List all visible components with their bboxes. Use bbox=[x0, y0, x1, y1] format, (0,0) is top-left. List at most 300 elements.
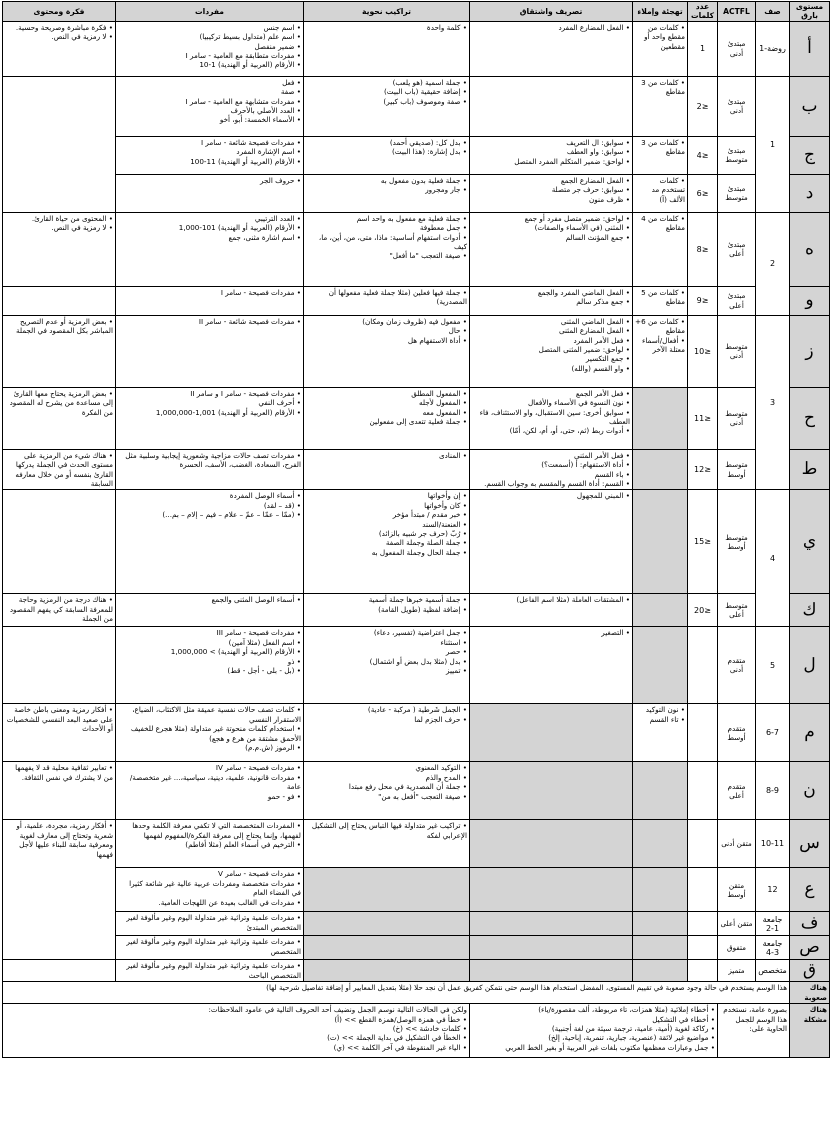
list-item: • تراكيب غير متداولة فيها التباس يحتاج إلى التشكيل الإعرابي لفكه bbox=[306, 821, 467, 840]
syntax-list bbox=[306, 491, 467, 557]
header-row bbox=[3, 2, 830, 22]
list-item: • مفردات علمية وتراثية غير متداولة اليوم وغير مألوفة لغير المتخصص المبتدئ bbox=[118, 913, 301, 932]
syntax-cell bbox=[304, 136, 470, 174]
list-item: • المدح والذم bbox=[306, 773, 467, 782]
list-item: • لواحق: ضمير متصل مفرد أو جمع bbox=[472, 214, 630, 223]
list-item: • فو - حمو bbox=[118, 792, 301, 801]
vocab-cell bbox=[116, 449, 304, 490]
vocab-cell bbox=[116, 76, 304, 136]
syntax-cell bbox=[304, 286, 470, 315]
vocab-cell bbox=[116, 627, 304, 704]
problem-row bbox=[3, 1004, 830, 1058]
list-item: • أسماء الوصل المثنى والجمع bbox=[118, 595, 301, 604]
spelling-cell bbox=[633, 960, 688, 982]
syntax-list bbox=[306, 389, 467, 427]
list-item: • بدل إشارة: (هذا البيت) bbox=[306, 147, 467, 156]
vocab-cell bbox=[116, 315, 304, 387]
word-count-cell: ≤9 bbox=[688, 286, 718, 315]
list-item: • المفردات المتخصصة التي لا تكفي معرفة الكلمة وحدها لفهمها، وإنما يحتاج إلى معرفة الفكرة/المفهوم لفهمها bbox=[118, 821, 301, 840]
word-count-cell: ≤10 bbox=[688, 315, 718, 387]
list-item: • مفردات علمية وتراثية غير متداولة اليوم وغير مألوفة لغير المتخصص الباحث bbox=[118, 961, 301, 980]
content-list bbox=[5, 23, 113, 42]
class-cell: 1 bbox=[756, 76, 790, 212]
list-item: • الأرقام (العربية أو الهندية) > 1,000,000 bbox=[118, 647, 301, 656]
vocab-cell bbox=[116, 21, 304, 76]
vocab-list bbox=[118, 491, 301, 519]
table-row bbox=[3, 936, 830, 960]
morph-list bbox=[472, 288, 630, 307]
spelling-cell bbox=[633, 315, 688, 387]
header-words: عدد كلمات bbox=[688, 2, 718, 22]
syntax-cell bbox=[304, 174, 470, 212]
word-count-cell: ≤8 bbox=[688, 212, 718, 286]
list-item: • فكرة مباشرة وصريحة وحسية. bbox=[5, 23, 113, 32]
list-item: • ظرف منون bbox=[472, 195, 630, 204]
list-item: • سوابق: واو العطف bbox=[472, 147, 630, 156]
list-item: • المنادى bbox=[306, 451, 467, 460]
actfl-cell: متقن أدنى bbox=[718, 820, 756, 868]
list-item: • كلمات من 6+ مقاطع bbox=[635, 317, 685, 336]
list-item: • واو القسم (والله) bbox=[472, 364, 630, 373]
morph-cell bbox=[470, 387, 633, 449]
content-cell bbox=[3, 212, 116, 286]
content-cell bbox=[3, 627, 116, 704]
vocab-list bbox=[118, 138, 301, 166]
list-item: • مفردات فصيحة شائعة - سامر I bbox=[118, 138, 301, 147]
table-row bbox=[3, 387, 830, 449]
content-list bbox=[5, 214, 113, 233]
class-cell: جامعة 1-2 bbox=[756, 912, 790, 936]
level-letter: ح bbox=[790, 387, 830, 449]
table-row bbox=[3, 136, 830, 174]
header-vocab: مفردات bbox=[116, 2, 304, 22]
list-item: • الترخيم في أسماء العلم (مثلا أفاطم) bbox=[118, 840, 301, 849]
list-item: • سوابق: حرف جر متصلة bbox=[472, 185, 630, 194]
list-item: • جمل معطوفة bbox=[306, 223, 467, 232]
morph-list bbox=[472, 628, 630, 637]
list-item: • جملة فعلية تتعدى إلى مفعولين bbox=[306, 417, 467, 426]
spelling-cell bbox=[633, 174, 688, 212]
list-item: • أسماء الوصل المفردة bbox=[118, 491, 301, 500]
vocab-cell bbox=[116, 490, 304, 594]
syntax-cell bbox=[304, 936, 470, 960]
list-item: • مفردات علمية وتراثية غير متداولة اليوم وغير مألوفة لغير المتخصص bbox=[118, 937, 301, 956]
actfl-cell: مبتدئ متوسط bbox=[718, 174, 756, 212]
list-item: • القسم: أداة القسم والمقسم به وجواب القسم. bbox=[472, 479, 630, 488]
syntax-cell bbox=[304, 762, 470, 820]
word-count-cell: ≤20 bbox=[688, 594, 718, 627]
list-item: • المفعول المطلق bbox=[306, 389, 467, 398]
syntax-list bbox=[306, 821, 467, 840]
vocab-list bbox=[118, 705, 301, 752]
problem-item: • أخطاء إملائية (مثلا همزات، تاء مربوطة، ألف مقصورة/ياء) bbox=[472, 1005, 715, 1014]
level-letter: ق bbox=[790, 960, 830, 982]
list-item: • كلمة واحدة bbox=[306, 23, 467, 32]
vocab-cell bbox=[116, 594, 304, 627]
spelling-cell bbox=[633, 627, 688, 704]
vocab-cell bbox=[116, 868, 304, 912]
morph-list bbox=[472, 389, 630, 436]
list-item: • حصر bbox=[306, 647, 467, 656]
word-count-cell bbox=[688, 627, 718, 704]
list-item: • الفعل المضارع المفرد bbox=[472, 23, 630, 32]
list-item: • أدوات استفهام أساسية: ماذا، متى، من، أين، ما، كيف bbox=[306, 233, 467, 252]
header-syntax: تراكيب نحوية bbox=[304, 2, 470, 22]
table-row bbox=[3, 627, 830, 704]
table-body bbox=[3, 21, 830, 982]
problem-item: • ركاكة لغوية (أمية، عامية، ترجمة سيئة من لغة أجنبية) bbox=[472, 1024, 715, 1033]
list-item: • أفكار رمزية، مجردة، علمية، أو شعرية وتحتاج إلى معارف لغوية ومعرفية سابقة للبناء عليها لأجل فهمها bbox=[5, 821, 113, 859]
spelling-cell bbox=[633, 936, 688, 960]
list-item: • المشتقات العاملة (مثلا اسم الفاعل) bbox=[472, 595, 630, 604]
list-item: • جملة اسمية (هو يلعب) bbox=[306, 78, 467, 87]
morph-cell bbox=[470, 868, 633, 912]
list-item: • مفردات فصيحة - سامر I و سامر II bbox=[118, 389, 301, 398]
difficulty-label: هناك صعوبة bbox=[790, 982, 830, 1004]
notes-body bbox=[3, 982, 830, 1058]
list-item: • هناك درجة من الرمزية وحاجة للمعرفة السابقة كي يفهم المقصود من الجملة bbox=[5, 595, 113, 623]
syntax-cell bbox=[304, 212, 470, 286]
actfl-cell: متوسط أوسط bbox=[718, 490, 756, 594]
list-item: • لا رمزية في النص. bbox=[5, 223, 113, 232]
syntax-list bbox=[306, 705, 467, 724]
content-cell bbox=[3, 21, 116, 76]
content-cell bbox=[3, 286, 116, 315]
word-count-cell bbox=[688, 868, 718, 912]
syntax-list bbox=[306, 451, 467, 460]
list-item: • أفعال/أسماء معتلة الآخر bbox=[635, 336, 685, 355]
vocab-list bbox=[118, 23, 301, 70]
list-item: • أفكار رمزية ومعنى باطن خاصة على صعيد البعد النفسي للشخصيات أو الأحداث bbox=[5, 705, 113, 733]
vocab-cell bbox=[116, 936, 304, 960]
class-cell: متخصص bbox=[756, 960, 790, 982]
level-letter: ص bbox=[790, 936, 830, 960]
syntax-cell bbox=[304, 76, 470, 136]
actfl-cell: متقدم أوسط bbox=[718, 704, 756, 762]
morph-cell bbox=[470, 936, 633, 960]
syntax-cell bbox=[304, 627, 470, 704]
spelling-cell bbox=[633, 704, 688, 762]
list-item: • كلمات تصف حالات نفسية عميقة مثل الاكتئاب، الضياع، الاستقرار النفسي bbox=[118, 705, 301, 724]
list-item: • سوابق: ال التعريف bbox=[472, 138, 630, 147]
spelling-list bbox=[635, 23, 685, 51]
vocab-list bbox=[118, 176, 301, 185]
header-content: فكرة ومحتوى bbox=[3, 2, 116, 22]
word-count-cell: ≤12 bbox=[688, 449, 718, 490]
level-letter: م bbox=[790, 704, 830, 762]
syntax-list bbox=[306, 288, 467, 307]
morph-list bbox=[472, 317, 630, 373]
morph-cell bbox=[470, 449, 633, 490]
word-count-cell: ≤4 bbox=[688, 136, 718, 174]
list-item: • الفعل الماضي المفرد والجمع bbox=[472, 288, 630, 297]
list-item: • فعل الأمر المثنى bbox=[472, 451, 630, 460]
list-item: • هناك شيء من الرمزية على مستوى الحدث في الجملة يدركها القارئ بنفسه أو من خلال معارفه السابقة bbox=[5, 451, 113, 489]
list-item: • اسم جنس bbox=[118, 23, 301, 32]
syntax-list bbox=[306, 214, 467, 261]
list-item: • التصغير bbox=[472, 628, 630, 637]
vocab-list bbox=[118, 595, 301, 604]
level-letter: ج bbox=[790, 136, 830, 174]
vocab-list bbox=[118, 214, 301, 242]
level-letter: ه bbox=[790, 212, 830, 286]
list-item: • مفردات متطابقة مع العامية - سامر I bbox=[118, 51, 301, 60]
list-item: • تعابير ثقافية محلية قد لا يفهمها من لا يشترك في نفس الثقافة. bbox=[5, 763, 113, 782]
list-item: • جملة فعلية مع مفعول به واحد اسم bbox=[306, 214, 467, 223]
problem-list-a bbox=[470, 1004, 718, 1058]
morph-cell bbox=[470, 212, 633, 286]
list-item: • جمل اعتراضية (تفسير، دعاء) bbox=[306, 628, 467, 637]
morph-cell bbox=[470, 594, 633, 627]
content-list bbox=[5, 705, 113, 733]
list-item: • لواحق: ضمير المتكلم المفرد المتصل bbox=[472, 157, 630, 166]
list-item: • الأرقام (العربية أو الهندية) 1-10 bbox=[118, 60, 301, 69]
class-cell: 8-9 bbox=[756, 762, 790, 820]
list-item: • جملة الحال وجملة المفعول به bbox=[306, 548, 467, 557]
actfl-cell: متقن أوسط bbox=[718, 868, 756, 912]
vocab-cell bbox=[116, 387, 304, 449]
table-row bbox=[3, 490, 830, 594]
list-item: • العدد الترتيبي bbox=[118, 214, 301, 223]
problem-intro-b: ولكن في الحالات التالية نوسم الجمل ونضيف أحد الحروف التالية في عامود الملاحظات: bbox=[208, 1005, 467, 1015]
actfl-cell: متقدم أعلى bbox=[718, 762, 756, 820]
spelling-cell bbox=[633, 912, 688, 936]
list-item: • جملة أن المصدرية في محل رفع مبتدا bbox=[306, 782, 467, 791]
list-item: • تمييز bbox=[306, 666, 467, 675]
list-item: • مفعول فيه (ظروف زمان ومكان) bbox=[306, 317, 467, 326]
problem-intro: بصورة عامة، نستخدم هذا الوسم للجمل الحاوية على: bbox=[718, 1004, 790, 1058]
spelling-cell bbox=[633, 762, 688, 820]
vocab-list bbox=[118, 451, 301, 470]
syntax-cell bbox=[304, 449, 470, 490]
class-cell: جامعة 3-4 bbox=[756, 936, 790, 960]
list-item: • جملة أسمية خبرها جملة أسمية bbox=[306, 595, 467, 604]
morph-cell bbox=[470, 960, 633, 982]
list-item: • اسم الفعل (مثلا آمين) bbox=[118, 638, 301, 647]
word-count-cell bbox=[688, 912, 718, 936]
problem-item: • مواضيع غير لائقة (عنصرية، جبارية، تنمرية، إباحية، إلخ) bbox=[472, 1033, 715, 1042]
list-item: • صفة وموصوف (باب كبير) bbox=[306, 97, 467, 106]
list-item: • حرف الجزم لما bbox=[306, 715, 467, 724]
vocab-list bbox=[118, 288, 301, 297]
header-morph: تصريف واشتقاق bbox=[470, 2, 633, 22]
spelling-cell bbox=[633, 449, 688, 490]
spelling-cell bbox=[633, 820, 688, 868]
vocab-list bbox=[118, 961, 301, 980]
list-item: • المبني للمجهول bbox=[472, 491, 630, 500]
list-item: • مفردات في الغالب بعيدة عن اللهجات العامية. bbox=[118, 898, 301, 907]
list-item: • إضافة لفظية (طويل القامة) bbox=[306, 605, 467, 614]
morph-cell bbox=[470, 627, 633, 704]
list-item: • مفردات متشابهة مع العامية - سامر I bbox=[118, 97, 301, 106]
class-cell: 6-7 bbox=[756, 704, 790, 762]
list-item: • بدل كل: (صديقي أحمد) bbox=[306, 138, 467, 147]
content-list bbox=[5, 595, 113, 623]
list-item: • مفردات قانونية، علمية، دينية، سياسية،... غير متخصصة/عامة bbox=[118, 773, 301, 792]
header-spelling: تهجئة وإملاء bbox=[633, 2, 688, 22]
problem-item: • أخطاء في التشكيل bbox=[472, 1015, 715, 1024]
spelling-cell bbox=[633, 21, 688, 76]
list-item: • الجمل شَرطية ( مركبة - عادية) bbox=[306, 705, 467, 714]
syntax-list bbox=[306, 78, 467, 106]
list-item: • لواحق: ضمير المثنى المتصل bbox=[472, 345, 630, 354]
list-item: • (بل - بلى - أجل - قط) bbox=[118, 666, 301, 675]
actfl-cell: متميز bbox=[718, 960, 756, 982]
content-cell bbox=[3, 820, 116, 960]
level-letter: ن bbox=[790, 762, 830, 820]
syntax-cell bbox=[304, 912, 470, 936]
vocab-list bbox=[118, 389, 301, 417]
vocab-cell bbox=[116, 212, 304, 286]
list-item: • (ممّا – عمّا – عمّ – علام – فيم – إلام – بم...) bbox=[118, 510, 301, 519]
table-row bbox=[3, 212, 830, 286]
word-count-cell: ≤2 bbox=[688, 76, 718, 136]
vocab-cell bbox=[116, 912, 304, 936]
level-letter: ك bbox=[790, 594, 830, 627]
vocab-list bbox=[118, 763, 301, 801]
class-cell: 3 bbox=[756, 315, 790, 490]
level-letter: ز bbox=[790, 315, 830, 387]
content-cell bbox=[3, 704, 116, 762]
syntax-cell bbox=[304, 387, 470, 449]
table-row bbox=[3, 912, 830, 936]
list-item: • كلمات من 3 مقاطع bbox=[635, 138, 685, 157]
level-letter: ي bbox=[790, 490, 830, 594]
problem-item: • الياء غير المنقوطة في آخر الكلمة >> (ي) bbox=[5, 1043, 467, 1052]
actfl-cell: مبتدئ أدنى bbox=[718, 21, 756, 76]
list-item: • خبر مقدم / مبتدأ مؤخر bbox=[306, 510, 467, 519]
table-row bbox=[3, 315, 830, 387]
difficulty-text: هذا الوسم يستخدم في حالة وجود صعوبة في تقييم المستوى، المفضل استخدام هذا الوسم حتى نتمكن كفريق عمل أن نجد حلا (مثلا بتعديل المعايير أو إضافة تفاصيل شرحية لها) bbox=[3, 982, 790, 1004]
class-cell: 5 bbox=[756, 627, 790, 704]
list-item: • مفردات فصيحة شائعة - سامر II bbox=[118, 317, 301, 326]
vocab-cell bbox=[116, 174, 304, 212]
morph-cell bbox=[470, 174, 633, 212]
morph-cell bbox=[470, 704, 633, 762]
actfl-cell: متوسط أدنى bbox=[718, 387, 756, 449]
word-count-cell: ≤15 bbox=[688, 490, 718, 594]
syntax-cell bbox=[304, 704, 470, 762]
table-row bbox=[3, 174, 830, 212]
list-item: • بعض الرمزية أو عدم التصريح المباشر بكل المقصود في الجملة bbox=[5, 317, 113, 336]
list-item: • ذو bbox=[118, 657, 301, 666]
table-row bbox=[3, 449, 830, 490]
list-item: • كلمات من 3 مقاطع bbox=[635, 78, 685, 97]
spelling-cell bbox=[633, 387, 688, 449]
spelling-cell bbox=[633, 212, 688, 286]
content-list bbox=[5, 821, 113, 859]
morph-list bbox=[472, 23, 630, 32]
content-list bbox=[5, 317, 113, 336]
syntax-cell bbox=[304, 868, 470, 912]
list-item: • ضمير منفصل bbox=[118, 42, 301, 51]
content-cell bbox=[3, 76, 116, 212]
table-row bbox=[3, 820, 830, 868]
list-item: • المثنى (في الأسماء والصفات) bbox=[472, 223, 630, 232]
list-item: • جملة فيها فعلين (مثلا جملة فعلية مفعولها أن المصدرية) bbox=[306, 288, 467, 307]
spelling-list bbox=[635, 288, 685, 307]
word-count-cell bbox=[688, 762, 718, 820]
list-item: • مفردات فصيحة - سامر III bbox=[118, 628, 301, 637]
list-item: • نون النسوة في الأسماء والأفعال bbox=[472, 398, 630, 407]
morph-cell bbox=[470, 76, 633, 136]
levels-table bbox=[2, 1, 830, 1058]
spelling-list bbox=[635, 138, 685, 157]
table-row bbox=[3, 76, 830, 136]
actfl-cell: متقدم أدنى bbox=[718, 627, 756, 704]
list-item: • العدد الأصلي بالأحرف bbox=[118, 106, 301, 115]
list-item: • الرموز (ش.م.م) bbox=[118, 743, 301, 752]
word-count-cell bbox=[688, 936, 718, 960]
morph-list bbox=[472, 214, 630, 242]
class-cell: 4 bbox=[756, 490, 790, 627]
list-item: • حال bbox=[306, 326, 467, 335]
list-item: • استخدام كلمات منحوتة غير متداولة (مثلا هجرع للخفيف الأحمق مشتقة من هرع و هجع) bbox=[118, 724, 301, 743]
actfl-cell: متوسط أدنى bbox=[718, 315, 756, 387]
table-row bbox=[3, 21, 830, 76]
problem-items-b bbox=[5, 1015, 467, 1053]
word-count-cell: 1 bbox=[688, 21, 718, 76]
list-item: • تاء القسم bbox=[635, 715, 685, 724]
list-item: • لا رمزية في النص. bbox=[5, 32, 113, 41]
table-row bbox=[3, 762, 830, 820]
syntax-list bbox=[306, 176, 467, 195]
actfl-cell: متوسط أعلى bbox=[718, 594, 756, 627]
spelling-cell bbox=[633, 490, 688, 594]
vocab-cell bbox=[116, 820, 304, 868]
vocab-list bbox=[118, 628, 301, 675]
syntax-list bbox=[306, 23, 467, 32]
list-item: • الأرقام (العربية أو الهندية) 11-100 bbox=[118, 157, 301, 166]
list-item: • كلمات من 5 مقاطع bbox=[635, 288, 685, 307]
spelling-list bbox=[635, 317, 685, 355]
list-item: • نون التوكيد bbox=[635, 705, 685, 714]
list-item: • الأرقام (العربية أو الهندية) 1,001-1,000,000 bbox=[118, 408, 301, 417]
vocab-list bbox=[118, 821, 301, 849]
list-item: • جملة فعلية بدون مفعول به bbox=[306, 176, 467, 185]
spelling-cell bbox=[633, 76, 688, 136]
content-list bbox=[5, 389, 113, 417]
problem-label: هناك مشكلة bbox=[790, 1004, 830, 1058]
list-item: • استثناء bbox=[306, 638, 467, 647]
problem-item: • كلمات خادشة >> (خ) bbox=[5, 1024, 467, 1033]
actfl-cell: متوسط أوسط bbox=[718, 449, 756, 490]
class-cell: 10-11 bbox=[756, 820, 790, 868]
list-item: • الفعل المضارع الجمع bbox=[472, 176, 630, 185]
actfl-cell: متفوق bbox=[718, 936, 756, 960]
list-item: • الفعل الماضي المثنى bbox=[472, 317, 630, 326]
morph-cell bbox=[470, 21, 633, 76]
level-letter: د bbox=[790, 174, 830, 212]
morph-cell bbox=[470, 315, 633, 387]
list-item: • سوابق أخرى: سين الاستقبال، واو الاستئناف، فاء العطف bbox=[472, 408, 630, 427]
table-row bbox=[3, 960, 830, 982]
morph-cell bbox=[470, 762, 633, 820]
spelling-cell bbox=[633, 868, 688, 912]
vocab-cell bbox=[116, 960, 304, 982]
vocab-cell bbox=[116, 762, 304, 820]
word-count-cell bbox=[688, 820, 718, 868]
vocab-list bbox=[118, 78, 301, 125]
content-list bbox=[5, 451, 113, 489]
list-item: • مفردات تصف حالات مزاجية وشعورية إيجابية وسلبية مثل الفرح، السعادة، الغضب، الأسف، الحسرة bbox=[118, 451, 301, 470]
list-item: • الأسماء الخمسة: أبو، أخو bbox=[118, 115, 301, 124]
vocab-list bbox=[118, 937, 301, 956]
level-letter: ع bbox=[790, 868, 830, 912]
morph-cell bbox=[470, 136, 633, 174]
spelling-list bbox=[635, 176, 685, 204]
syntax-cell bbox=[304, 490, 470, 594]
